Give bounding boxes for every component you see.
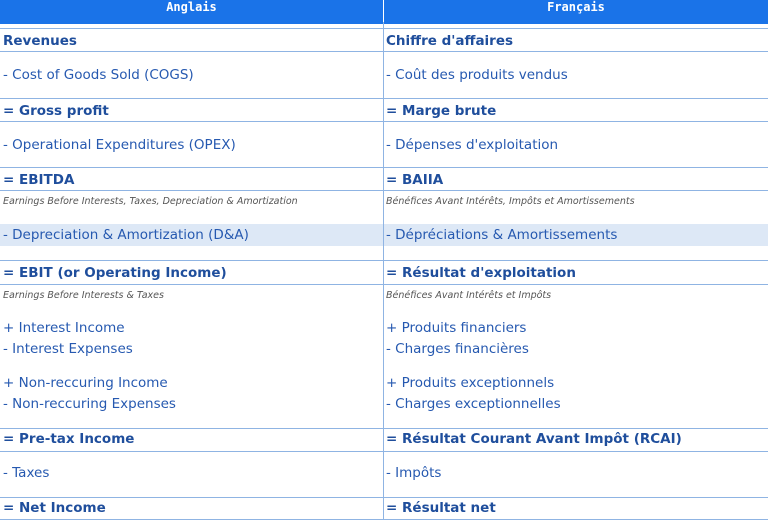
row-taxes-fr: - Impôts bbox=[386, 465, 442, 481]
column-divider bbox=[383, 22, 384, 520]
row-pretax-fr: = Résultat Courant Avant Impôt (RCAI) bbox=[386, 431, 682, 447]
row-interest-exp-fr: - Charges financières bbox=[386, 341, 529, 357]
divider bbox=[0, 497, 768, 498]
row-nonrec-income-fr: + Produits exceptionnels bbox=[386, 375, 555, 391]
row-nonrec-income-en: + Non-reccuring Income bbox=[3, 375, 168, 391]
row-ebitda-note-fr: Bénéfices Avant Intérêts, Impôts et Amortissements bbox=[386, 196, 635, 207]
row-opex-fr: - Dépenses d'exploitation bbox=[386, 137, 559, 153]
row-ebit-note-en: Earnings Before Interests & Taxes bbox=[3, 290, 164, 301]
divider bbox=[0, 190, 768, 191]
divider bbox=[0, 98, 768, 99]
divider bbox=[0, 51, 768, 52]
row-interest-income-en: + Interest Income bbox=[3, 320, 125, 336]
header-french: Français bbox=[383, 0, 768, 24]
divider bbox=[0, 260, 768, 261]
row-revenues-fr: Chiffre d'affaires bbox=[386, 33, 514, 49]
row-ebit-en: = EBIT (or Operating Income) bbox=[3, 265, 227, 281]
row-ebitda-en: = EBITDA bbox=[3, 172, 75, 188]
row-ebit-note-fr: Bénéfices Avant Intérêts et Impôts bbox=[386, 290, 552, 301]
row-taxes-en: - Taxes bbox=[3, 465, 50, 481]
row-ebit-fr: = Résultat d'exploitation bbox=[386, 265, 576, 281]
divider bbox=[0, 451, 768, 452]
row-cogs-en: - Cost of Goods Sold (COGS) bbox=[3, 67, 194, 83]
row-cogs-fr: - Coût des produits vendus bbox=[386, 67, 568, 83]
row-revenues-en: Revenues bbox=[3, 33, 77, 49]
row-da-en: - Depreciation & Amortization (D&A) bbox=[3, 227, 249, 243]
row-interest-exp-en: - Interest Expenses bbox=[3, 341, 133, 357]
divider bbox=[0, 284, 768, 285]
divider bbox=[0, 428, 768, 429]
row-interest-income-fr: + Produits financiers bbox=[386, 320, 527, 336]
row-ebitda-fr: = BAIIA bbox=[386, 172, 444, 188]
row-ebitda-note-en: Earnings Before Interests, Taxes, Depreciation & Amortization bbox=[3, 196, 298, 207]
divider bbox=[0, 28, 768, 29]
row-nonrec-exp-fr: - Charges exceptionnelles bbox=[386, 396, 561, 412]
row-net-en: = Net Income bbox=[3, 500, 106, 516]
table-header bbox=[0, 0, 768, 24]
row-opex-en: - Operational Expenditures (OPEX) bbox=[3, 137, 236, 153]
row-gross-fr: = Marge brute bbox=[386, 103, 497, 119]
header-english: Anglais bbox=[166, 0, 217, 14]
row-pretax-en: = Pre-tax Income bbox=[3, 431, 135, 447]
divider bbox=[0, 121, 768, 122]
row-da-fr: - Dépréciations & Amortissements bbox=[386, 227, 618, 243]
row-nonrec-exp-en: - Non-reccuring Expenses bbox=[3, 396, 176, 412]
row-gross-en: = Gross profit bbox=[3, 103, 109, 119]
divider bbox=[0, 167, 768, 168]
row-net-fr: = Résultat net bbox=[386, 500, 496, 516]
